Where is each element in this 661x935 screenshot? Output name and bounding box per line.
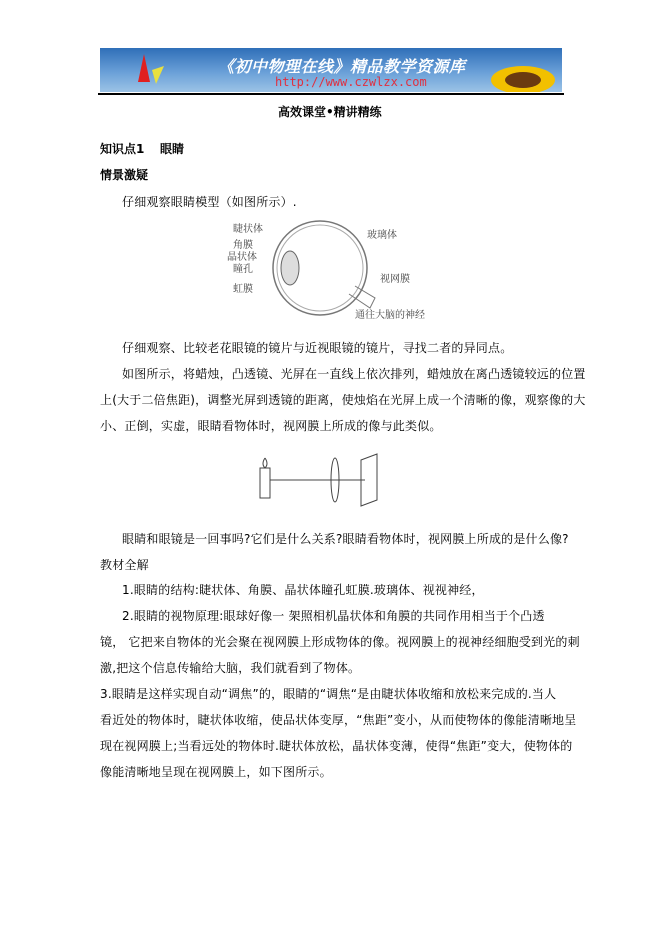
label-iris: 虹膜	[233, 284, 253, 295]
list-item: 1.眼睛的结构:睫状体、角膜、晶状体瞳孔虹膜.玻璃体、视视神经，	[122, 583, 484, 597]
section-name: 眼睛	[160, 142, 185, 156]
subheading-scenario: 情景激疑	[100, 168, 149, 182]
paragraph-line: 如图所示，将蜡烛，凸透镜、光屏在一直线上依次排列，蜡烛放在离凸透镜较远的位置	[122, 367, 586, 381]
label-cornea: 角膜	[233, 240, 253, 251]
label-pupil: 瞳孔	[233, 264, 253, 275]
list-item-line: 现在视网膜上;当看远处的物体时.睫状体放松，晶状体变薄，使得“焦距”变大，使物体的	[100, 739, 573, 753]
header-rule	[98, 93, 564, 95]
page-title: 高效课堂•精讲精练	[278, 105, 382, 119]
paragraph-line: 小、正倒，实虚，眼睛看物体时，视网膜上所成的像与此类似。	[100, 419, 442, 433]
label-retina: 视网膜	[380, 274, 410, 285]
lens-experiment-diagram	[255, 450, 385, 510]
section-label: 知识点1	[100, 142, 145, 156]
paragraph-line: 上(大于二倍焦距)，调整光屏到透镜的距离，使烛焰在光屏上成一个清晰的像，观察像的大	[100, 393, 586, 407]
label-ciliary: 睫状体	[233, 224, 263, 235]
label-nerve: 通往大脑的神经	[355, 310, 425, 321]
eye-diagram	[225, 218, 425, 322]
label-lens: 晶状体	[227, 252, 257, 263]
label-vitreous: 玻璃体	[367, 230, 397, 241]
banner-url: http://www.czwlzx.com	[275, 75, 427, 89]
paragraph: 仔细观察眼睛模型（如图所示）.	[122, 195, 297, 209]
sunflower-icon	[488, 52, 558, 92]
paragraph: 眼睛和眼镜是一回事吗?它们是什么关系?眼睛看物体时，视网膜上所成的是什么像?	[122, 532, 569, 546]
list-item-line: 3.眼睛是这样实现自动“调焦”的，眼睛的“调焦“是由睫状体收缩和放松来完成的.当人	[100, 687, 557, 701]
header-banner	[100, 48, 562, 92]
banner-title: 《初中物理在线》精品教学资源库	[218, 57, 466, 76]
list-item-line: 看近处的物体时，睫状体收缩，使品状体变厚，“焦距”变小，从而使物体的像能清晰地呈	[100, 713, 577, 727]
list-item-line: 镜， 它把来自物体的光会聚在视网膜上形成物体的像。视网膜上的视神经细胞受到光的刺	[100, 635, 580, 649]
paragraph: 仔细观察、比较老花眼镜的镜片与近视眼镜的镜片，寻找二者的异同点。	[122, 341, 513, 355]
list-item-line: 像能清晰地呈现在视网膜上，如下图所示。	[100, 765, 332, 779]
list-item-line: 2.眼睛的视物原理:眼球好像一 架照相机晶状体和角膜的共同作用相当于个凸透	[122, 609, 545, 623]
subheading-textbook: 教材全解	[100, 558, 149, 572]
list-item-line: 激,把这个信息传输给大脑，我们就看到了物体。	[100, 661, 361, 675]
logo-icon	[130, 48, 170, 92]
